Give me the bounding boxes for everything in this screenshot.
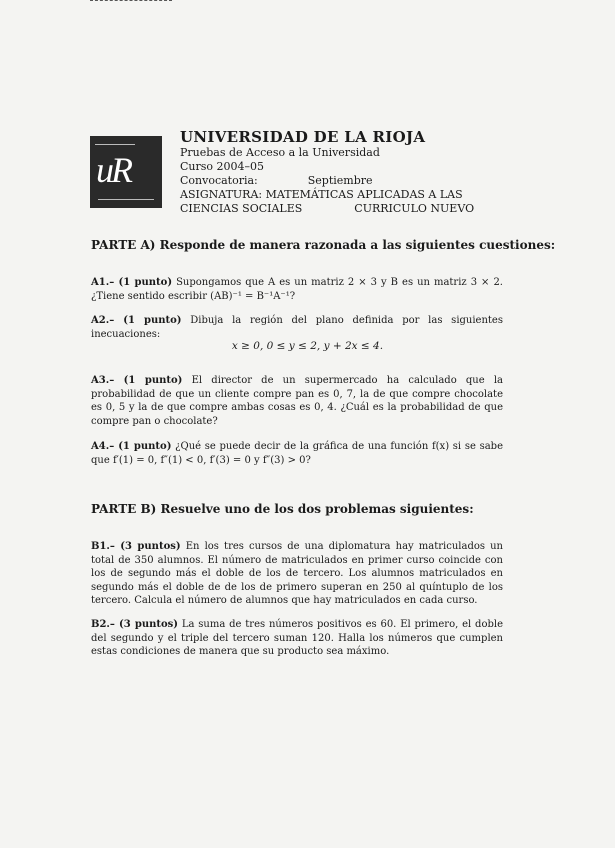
asignatura-row-2 (180, 202, 510, 216)
question-b1 (91, 540, 503, 608)
question-b2 (91, 618, 503, 659)
question-a4 (91, 440, 503, 467)
question-b2-text: La suma de tres números positivos es 60. El primero, el doble del segundo y el triple del tercero suman 120. Halla los números que cumplen estas condiciones de manera que su producto sea máximo. (91, 619, 503, 657)
part-a-title: PARTE A) Responde de manera razonada a las siguientes cuestiones: (91, 238, 556, 252)
question-a1 (91, 276, 503, 303)
convocatoria-value: Septiembre (307, 174, 373, 187)
question-b1-label: B1.– (3 puntos) (91, 541, 181, 552)
question-a3-label: A3.– (1 punto) (91, 375, 183, 386)
convocatoria-row (180, 174, 510, 188)
university-logo (90, 136, 162, 208)
question-a2-label: A2.– (1 punto) (91, 315, 182, 326)
question-a2 (91, 314, 503, 341)
question-a3 (91, 374, 503, 428)
question-a3-text: El director de un supermercado ha calculado que la probabilidad de que un cliente compre pan es 0, 7, la de que compre chocolate es 0, 5 y la de que compre ambas cosas es 0, 4. ¿Cuál es la probabilidad de que compre pan o chocolate? (91, 375, 504, 427)
question-a4-label: A4.– (1 punto) (91, 441, 172, 452)
question-a1-text: Supongamos que A es un matriz 2 × 3 y B es un matriz 3 × 2. ¿Tiene sentido escribir (AB)⁻¹ = B⁻¹A⁻¹? (91, 277, 503, 302)
logo-text: uR (96, 150, 130, 190)
question-a2-inequalities: x ≥ 0, 0 ≤ y ≤ 2, y + 2x ≤ 4. (231, 340, 384, 352)
asignatura-row (180, 188, 510, 202)
logo-line-bottom (98, 199, 154, 200)
asignatura-value: MATEMÁTICAS APLICADAS A LAS (265, 188, 463, 201)
exam-header (180, 128, 510, 216)
part-b-title: PARTE B) Resuelve uno de los dos problemas siguientes: (91, 502, 474, 516)
logo-line-top (95, 144, 135, 145)
question-a2-text: Dibuja la región del plano definida por las siguientes inecuaciones: (91, 315, 503, 340)
question-a1-label: A1.– (1 punto) (91, 277, 173, 288)
asignatura-value-2: CIENCIAS SOCIALES (180, 202, 303, 215)
scan-mark (90, 0, 172, 3)
university-name: UNIVERSIDAD DE LA RIOJA (180, 128, 426, 146)
convocatoria-label: Convocatoria: (180, 174, 258, 187)
question-a4-text: ¿Qué se puede decir de la gráfica de una función f(x) si se sabe que f′(1) = 0, f″(1) < 0, f′(3) = 0 y f″(3) > 0? (91, 441, 503, 466)
asignatura-label: ASIGNATURA: (180, 188, 263, 201)
course-year: Curso 2004–05 (180, 160, 265, 173)
question-b1-text: En los tres cursos de una diplomatura hay matriculados un total de 350 alumnos. El número de matriculados en primer curso coincide con los de segundo más el doble de los de tercero. Los alumnos matriculados en segundo más el doble de de los de primero superan en 250 al quíntuplo de los tercero. Calcula el número de alumnos que hay matriculados en cada curso. (91, 541, 503, 606)
question-b2-label: B2.– (3 puntos) (91, 619, 179, 630)
exam-name: Pruebas de Acceso a la Universidad (180, 146, 380, 159)
curriculum-label: CURRICULO NUEVO (354, 202, 475, 215)
